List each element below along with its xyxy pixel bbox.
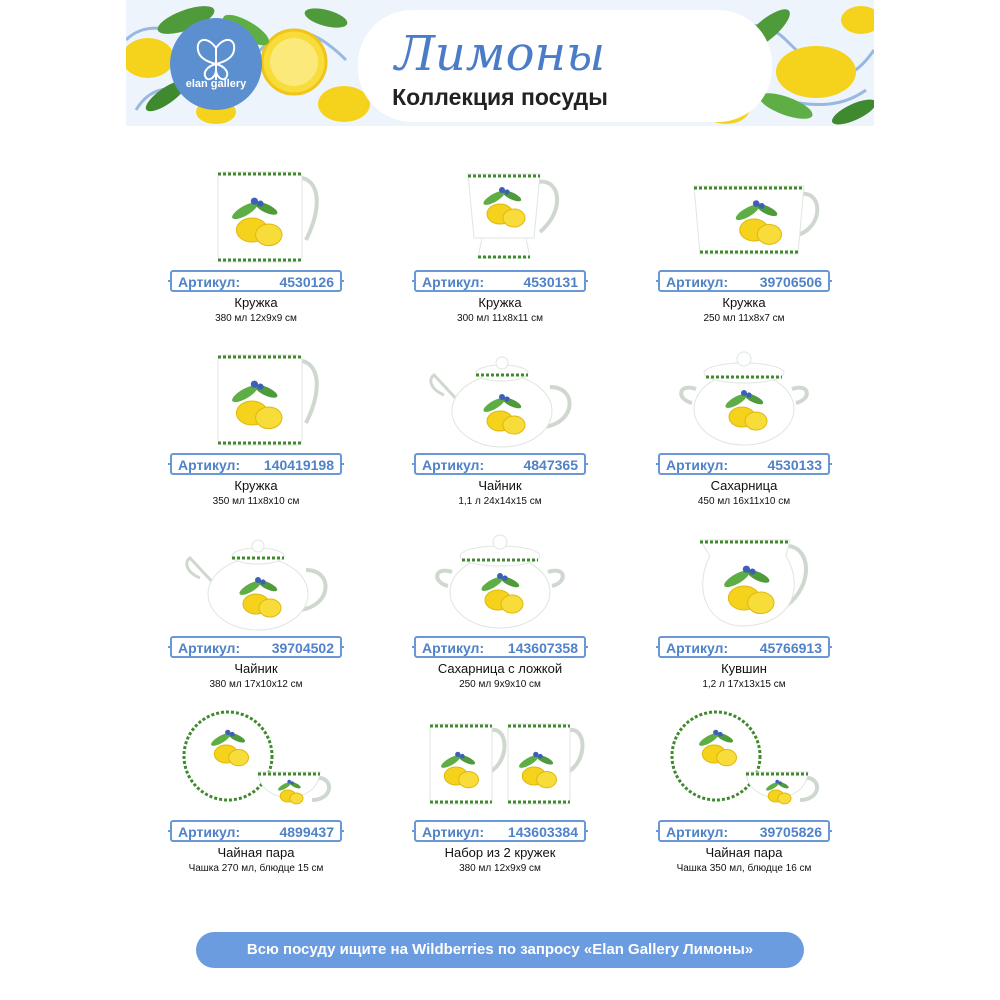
article-box	[658, 453, 830, 475]
cup-saucer-icon[interactable]	[166, 710, 346, 818]
article-label: Артикул:	[178, 640, 241, 656]
product-name: Кружка	[234, 478, 278, 493]
product-spec: 250 мл 9х9х10 см	[459, 679, 541, 690]
search-hint-banner[interactable]: Всю посуду ищите на Wildberries по запросу «Elan Gallery Лимоны»	[196, 932, 804, 968]
butterfly-icon	[170, 18, 262, 110]
article-number[interactable]: 140419198	[263, 457, 334, 473]
sugar-bowl-icon[interactable]	[654, 343, 834, 451]
article-box	[170, 453, 342, 475]
product-spec: 380 мл 12х9х9 см	[215, 313, 297, 324]
article-number[interactable]: 39706506	[759, 274, 822, 290]
collection-subtitle: Коллекция посуды	[392, 84, 608, 110]
teapot-icon[interactable]	[166, 526, 346, 634]
product-name: Кружка	[478, 295, 522, 310]
article-label: Артикул:	[666, 640, 729, 656]
article-label: Артикул:	[178, 824, 241, 840]
article-label: Артикул:	[422, 824, 485, 840]
product-card[interactable]	[410, 160, 590, 340]
product-name: Чайная пара	[705, 845, 783, 860]
product-spec: 380 мл 12х9х9 см	[459, 863, 541, 874]
article-box	[414, 270, 586, 292]
article-box	[658, 820, 830, 842]
product-name: Чайник	[234, 661, 278, 676]
article-box	[170, 820, 342, 842]
article-box	[170, 636, 342, 658]
product-name: Сахарница	[710, 478, 778, 493]
product-card[interactable]	[654, 160, 834, 340]
mug-icon[interactable]	[166, 160, 346, 268]
product-spec: 250 мл 11х8х7 см	[703, 313, 785, 324]
sugar-bowl-icon[interactable]	[410, 526, 590, 634]
product-card[interactable]	[654, 526, 834, 706]
article-number[interactable]: 39704502	[271, 640, 334, 656]
product-name: Сахарница с ложкой	[437, 661, 563, 676]
wide-mug-icon[interactable]	[654, 160, 834, 268]
article-label: Артикул:	[178, 274, 241, 290]
teapot-icon[interactable]	[410, 343, 590, 451]
product-card[interactable]	[166, 343, 346, 523]
collection-title: Лимоны	[394, 26, 606, 82]
jug-icon[interactable]	[654, 526, 834, 634]
cup-saucer-icon[interactable]	[654, 710, 834, 818]
article-box	[414, 453, 586, 475]
article-box	[414, 820, 586, 842]
mug-icon[interactable]	[166, 343, 346, 451]
product-card[interactable]	[410, 343, 590, 523]
product-card[interactable]	[410, 526, 590, 706]
product-card[interactable]	[166, 160, 346, 340]
article-number[interactable]: 4899437	[279, 824, 334, 840]
product-card[interactable]	[654, 710, 834, 890]
article-number[interactable]: 45766913	[759, 640, 822, 656]
product-name: Кувшин	[721, 661, 767, 676]
product-spec: Чашка 270 мл, блюдце 15 см	[188, 863, 324, 874]
product-spec: 300 мл 11х8х11 см	[457, 313, 543, 324]
article-number[interactable]: 4530131	[523, 274, 578, 290]
article-label: Артикул:	[422, 274, 485, 290]
article-box	[414, 636, 586, 658]
article-number[interactable]: 4530126	[279, 274, 334, 290]
article-number[interactable]: 4530133	[767, 457, 822, 473]
footed-mug-icon[interactable]	[410, 160, 590, 268]
product-spec: 380 мл 17х10х12 см	[209, 679, 303, 690]
article-box	[658, 270, 830, 292]
article-label: Артикул:	[666, 274, 729, 290]
product-spec: 1,2 л 17х13х15 см	[702, 679, 786, 690]
product-name: Набор из 2 кружек	[444, 845, 556, 860]
product-name: Чайная пара	[217, 845, 295, 860]
article-label: Артикул:	[666, 824, 729, 840]
article-label: Артикул:	[178, 457, 241, 473]
brand-name: elan gallery	[185, 78, 247, 90]
article-number[interactable]: 39705826	[759, 824, 822, 840]
article-number[interactable]: 143607358	[507, 640, 578, 656]
product-name: Чайник	[478, 478, 522, 493]
article-number[interactable]: 143603384	[507, 824, 578, 840]
article-label: Артикул:	[666, 457, 729, 473]
two-mugs-icon[interactable]	[410, 710, 590, 818]
article-box	[658, 636, 830, 658]
product-name: Кружка	[722, 295, 766, 310]
product-name: Кружка	[234, 295, 278, 310]
brand-logo	[170, 18, 262, 110]
product-card[interactable]	[166, 526, 346, 706]
article-label: Артикул:	[422, 457, 485, 473]
product-spec: Чашка 350 мл, блюдце 16 см	[676, 863, 812, 874]
product-card[interactable]	[654, 343, 834, 523]
article-number[interactable]: 4847365	[523, 457, 578, 473]
product-card[interactable]	[410, 710, 590, 890]
article-box	[170, 270, 342, 292]
product-card[interactable]	[166, 710, 346, 890]
product-spec: 1,1 л 24х14х15 см	[458, 496, 542, 507]
article-label: Артикул:	[422, 640, 485, 656]
product-spec: 450 мл 16х11х10 см	[697, 496, 791, 507]
product-spec: 350 мл 11х8х10 см	[212, 496, 300, 507]
